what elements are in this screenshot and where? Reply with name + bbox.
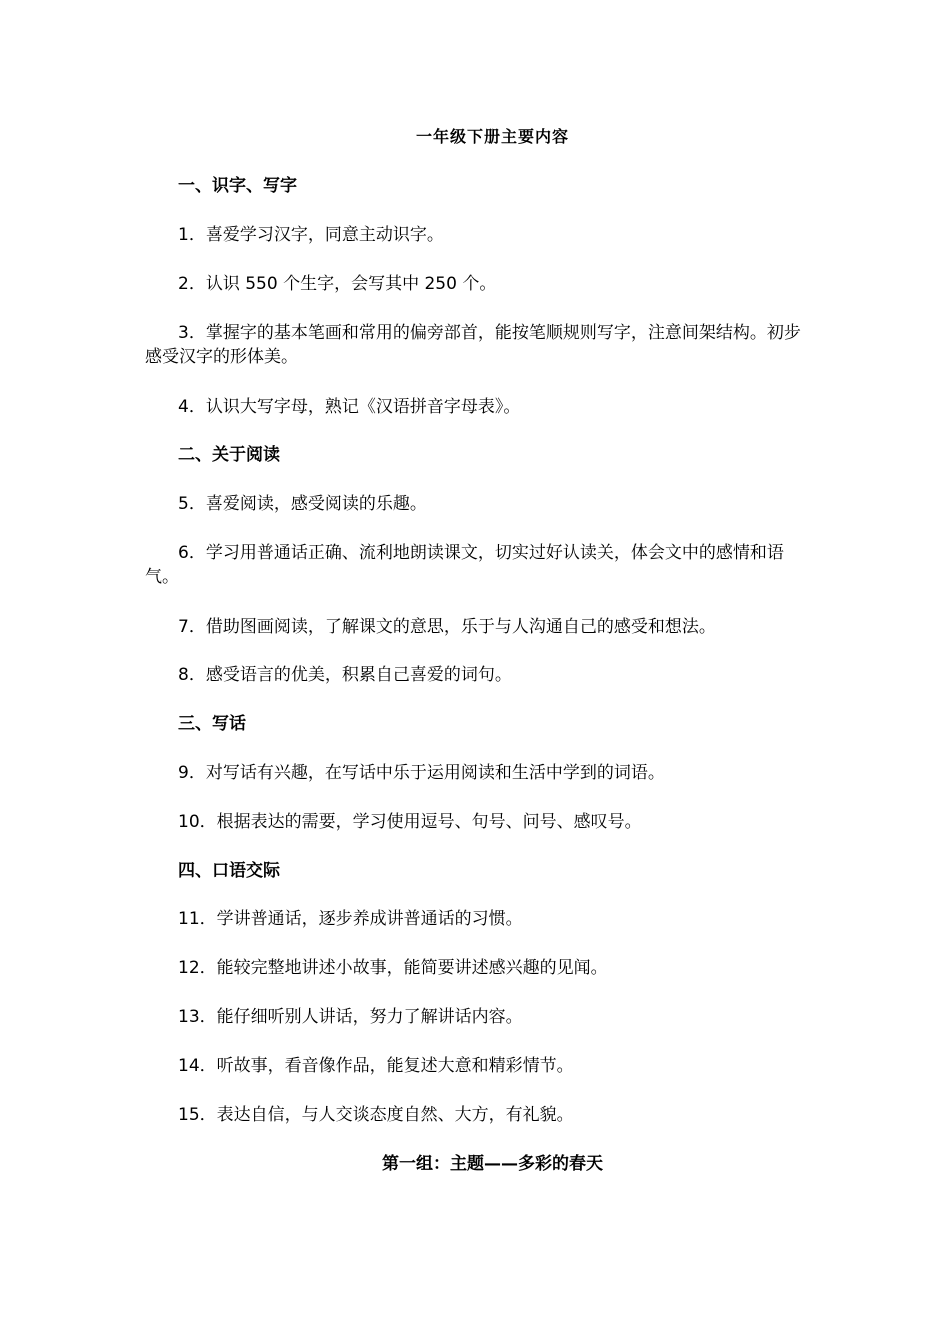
group-subtitle: 第一组：主题——多彩的春天: [382, 1154, 603, 1174]
list-item: 5．喜爱阅读，感受阅读的乐趣。: [178, 494, 427, 514]
list-item: 11．学讲普通话，逐步养成讲普通话的习惯。: [178, 909, 523, 929]
list-item: 14．听故事，看音像作品，能复述大意和精彩情节。: [178, 1056, 574, 1076]
list-item: 4．认识大写字母，熟记《汉语拼音字母表》。: [178, 397, 521, 417]
list-item: 2．认识 550 个生字，会写其中 250 个。: [178, 274, 497, 294]
section-heading-3: 三、写话: [178, 714, 246, 734]
list-item: 9．对写话有兴趣，在写话中乐于运用阅读和生活中学到的词语。: [178, 763, 665, 783]
list-item: 10．根据表达的需要，学习使用逗号、句号、问号、感叹号。: [178, 812, 642, 832]
list-item: 6．学习用普通话正确、流利地朗读课文，切实过好认读关，体会文中的感情和语气。: [145, 543, 784, 587]
list-item: 7．借助图画阅读，了解课文的意思，乐于与人沟通自己的感受和想法。: [178, 617, 716, 637]
list-item: 8．感受语言的优美，积累自己喜爱的词句。: [178, 665, 512, 685]
list-item: 13．能仔细听别人讲话，努力了解讲话内容。: [178, 1007, 523, 1027]
list-item: 15．表达自信，与人交谈态度自然、大方，有礼貌。: [178, 1105, 574, 1125]
list-item: 12．能较完整地讲述小故事，能简要讲述感兴趣的见闻。: [178, 958, 608, 978]
list-item: 1．喜爱学习汉字，同意主动识字。: [178, 225, 444, 245]
section-heading-4: 四、口语交际: [178, 861, 280, 881]
list-item: 3．掌握字的基本笔画和常用的偏旁部首，能按笔顺规则写字，注意间架结构。初步感受汉字的形体美。: [145, 323, 801, 367]
section-heading-2: 二、关于阅读: [178, 445, 280, 465]
section-heading-1: 一、识字、写字: [178, 176, 297, 196]
page-title: 一年级下册主要内容: [415, 127, 569, 146]
